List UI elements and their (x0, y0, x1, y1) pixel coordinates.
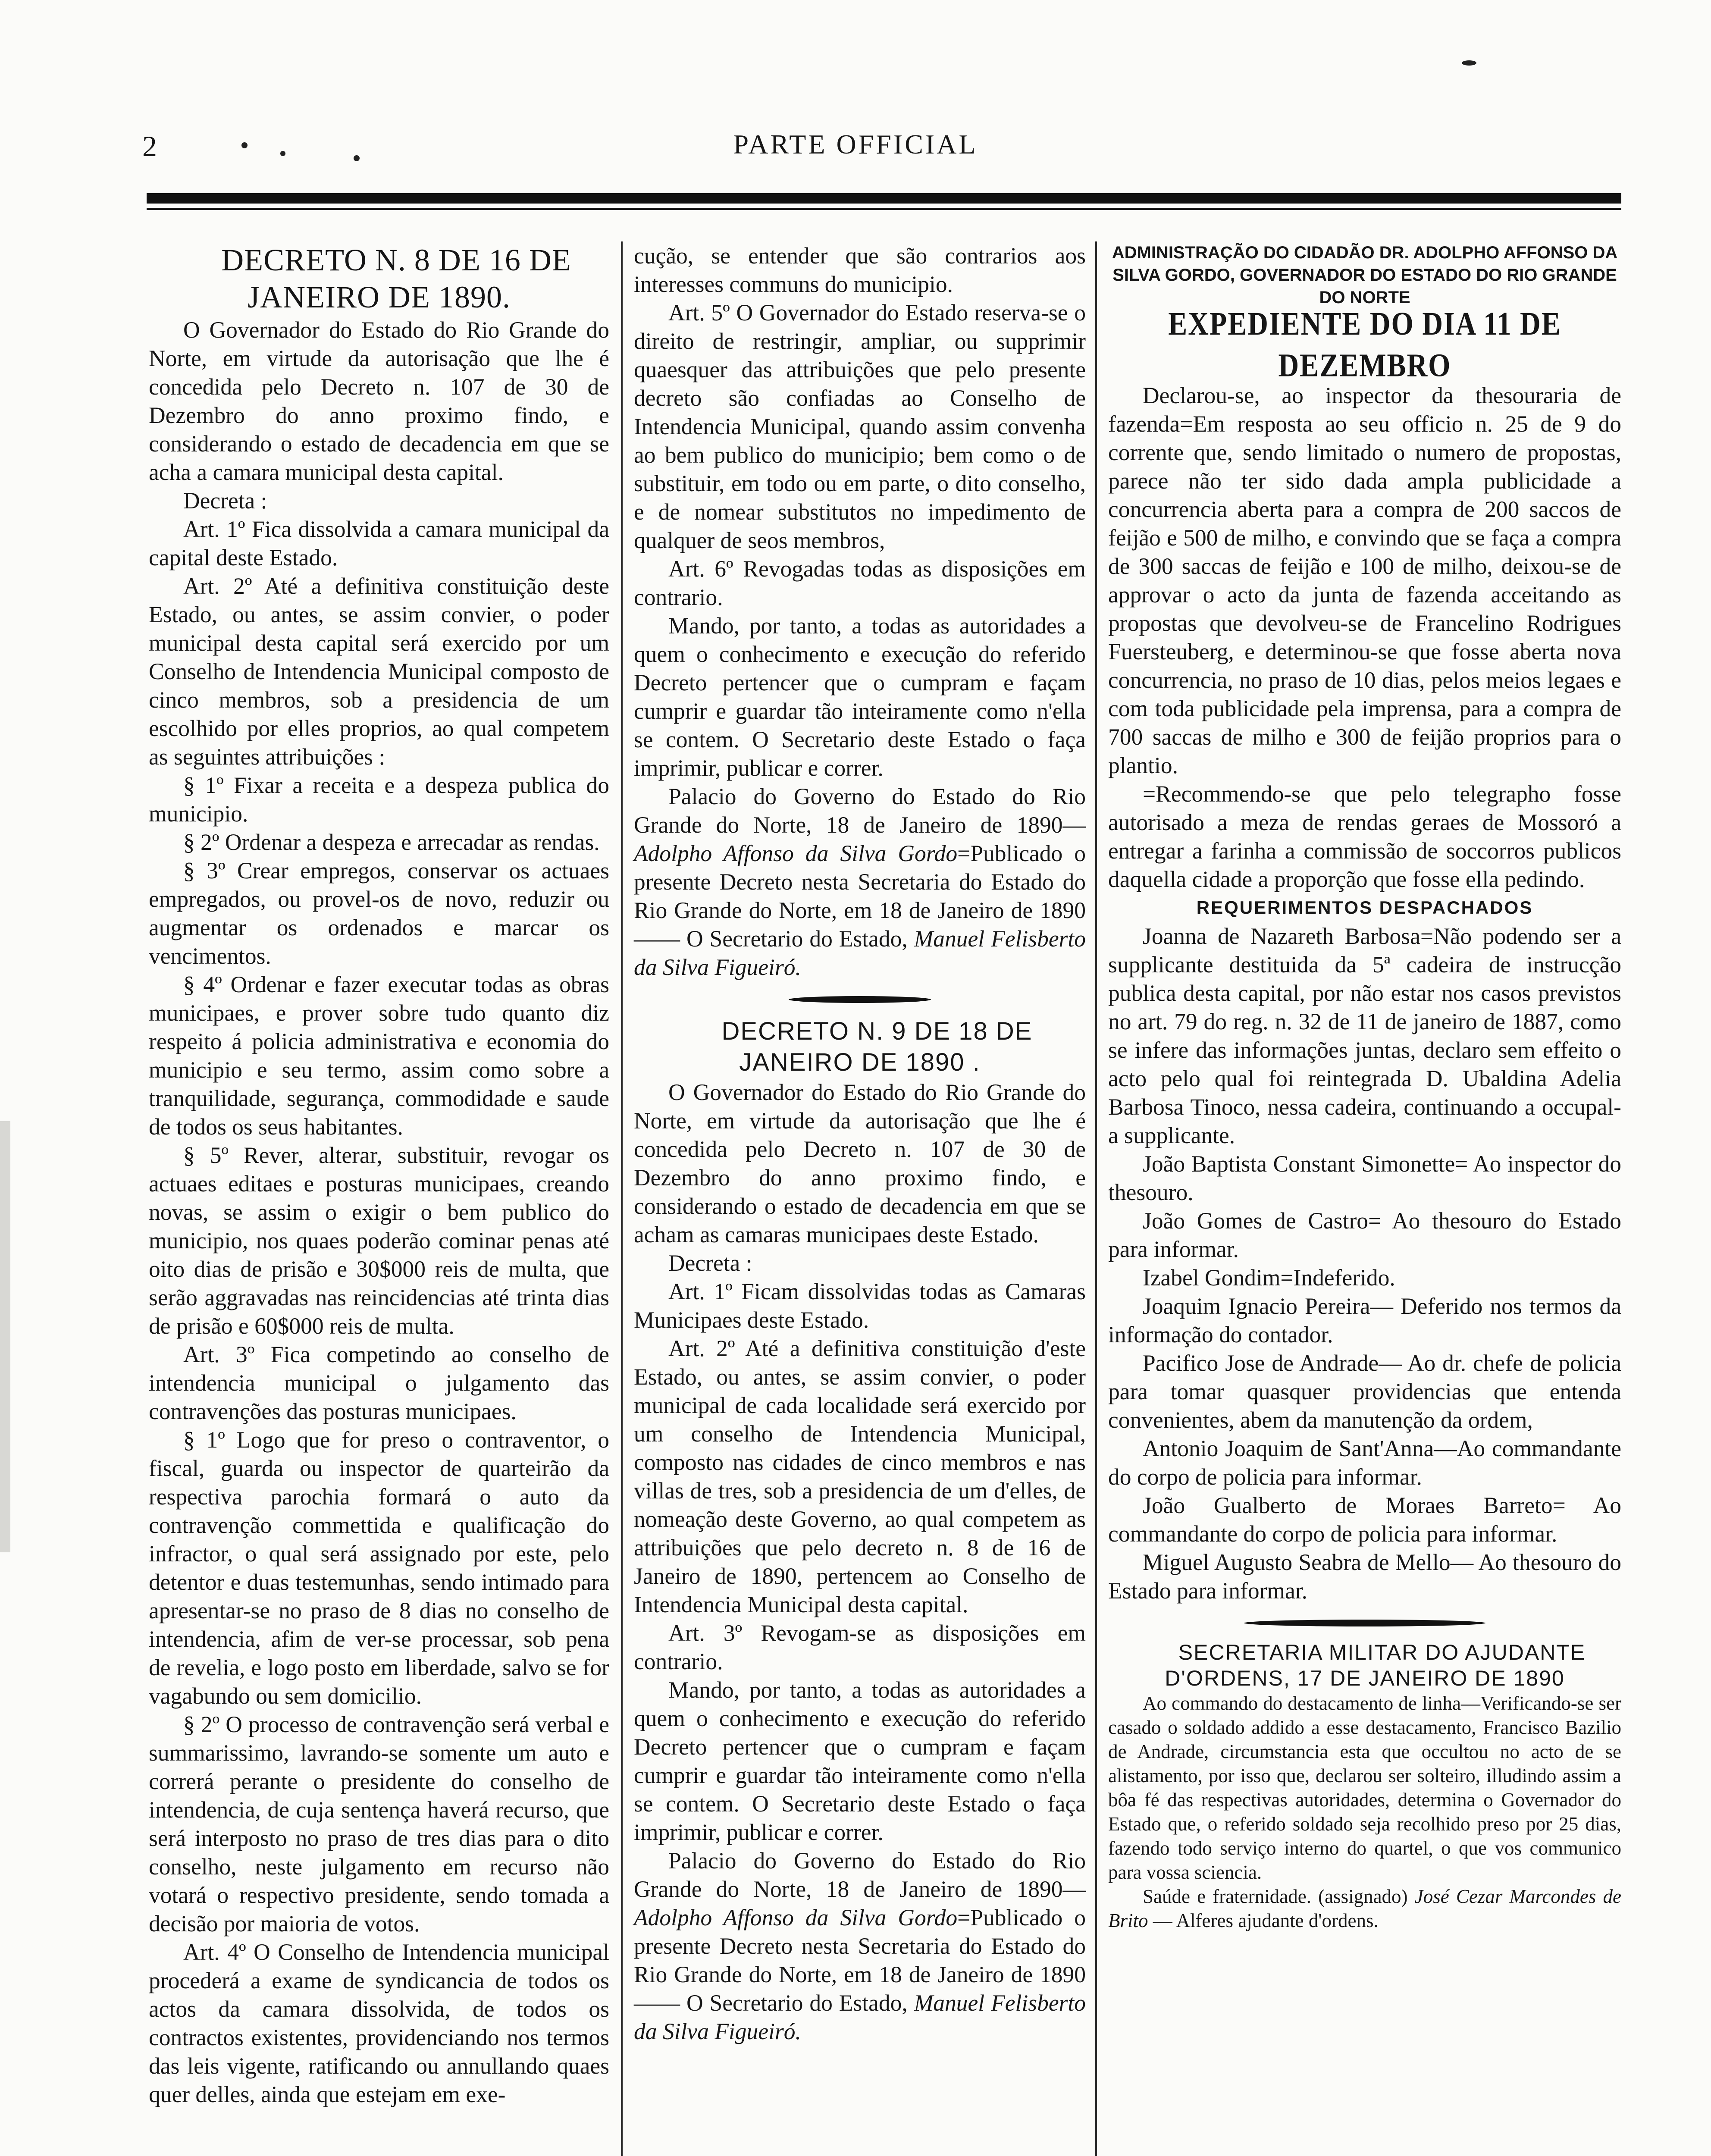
requerimentos-heading: REQUERIMENTOS DESPACHADOS (1196, 897, 1533, 918)
decree-8-paragraph-4: § 4º Ordenar e fazer executar todas as obras municipaes, e prover sobre tudo quanto diz respeito á policia administrativa e economia do municipio e seu termo, assim como sobre a tranquilidade, segurança, commodidade e saude de todos os seus habitantes. (149, 971, 609, 1140)
decree-9-title: DECRETO N. 9 DE 18 DE JANEIRO DE 1890 . (721, 1017, 1033, 1076)
column-2 (634, 241, 1086, 2046)
running-head: PARTE OFFICIAL (733, 129, 978, 160)
decree-9-signature: Palacio do Governo do Estado do Rio Grande do Norte, 18 de Janeiro de 1890—Adolpho Affonso da Silva Gordo=Publicado o presente Decreto nesta Secretaria do Estado do Rio Grande do Norte, em 18 de Janeiro de 1890—— O Secretario do Estado, Manuel Felisberto da Silva Figueiró. (634, 1848, 1086, 2044)
governor-signature: Adolpho Affonso da Silva Gordo (634, 1905, 958, 1930)
decree-9-preamble: O Governador do Estado do Rio Grande do Norte, em virtude da autorisação que lhe é concedida pelo Decreto n. 107 de 30 de Dezembro do anno proximo findo, e considerando o estado de decadencia em que se acham as camaras municipaes deste Estado. (634, 1079, 1086, 1247)
expediente-paragraph-1: Declarou-se, ao inspector da thesouraria de fazenda=Em resposta ao seu officio n. 25 de 9 do corrente que, sendo limitado o numero de propostas, parece não ter sido dada ampla publicidade a concurrencia aberta para a compra de 200 saccos de feijão e 500 de milho, e convindo que se faça a compra de 300 saccas de feijão e 100 de milho, deixou-se de approvar o acto da junta de fazenda acceitando as propostas que devolveu-se de Francelino Rodrigues Fuersteuberg, e determinou-se que fosse aberta nova concurrencia, no praso de 10 dias, pelos meios legaes e com toda publicidade pela imprensa, para a compra de 700 saccas de milho e 300 de feijão proprios para o plantio. (1108, 382, 1621, 778)
secretaria-militar-heading: SECRETARIA MILITAR DO AJUDANTE D'ORDENS, 17 DE JANEIRO DE 1890 (1165, 1640, 1586, 1690)
decree-9-art2: Art. 2º Até a definitiva constituição d'este Estado, ou antes, se assim convier, o poder municipal de cada localidade será exercido por um conselho de Intendencia Municipal, composto nas cidades de cinco membros e nas villas de tres, sob a presidencia de um d'elles, de nomeação deste Governo, ao qual competem as attribuições que pelo decreto n. 8 de 16 de Janeiro de 1890, pertencem ao Conselho de Intendencia Municipal desta capital. (634, 1335, 1086, 1617)
decree-8-paragraph-3: § 3º Crear empregos, conservar os actuaes empregados, ou provel-os de novo, reduzir ou augmentar os ordenados e marcar os vencimentos. (149, 858, 609, 969)
decree-8-art4: Art. 4º O Conselho de Intendencia municipal procederá a exame de syndicancia de todos os actos da camara dissolvida, de todos os contractos existentes, providenciando nos termos das leis vigente, ratificando ou annullando quaes quer delles, ainda que estejam em exe- (149, 1939, 609, 2107)
decree-8-paragraph-1: § 1º Fixar a receita e a despeza publica do municipio. (149, 772, 609, 827)
requerimento-7: Antonio Joaquim de Sant'Anna—Ao commandante do corpo de policia para informar. (1108, 1435, 1621, 1490)
secretaria-militar-signature: Saúde e fraternidade. (assignado) José Cezar Marcondes de Brito — Alferes ajudante d'ordens. (1108, 1886, 1621, 1931)
requerimento-4: Izabel Gondim=Indeferido. (1143, 1265, 1395, 1291)
decree-9-mando: Mando, por tanto, a todas as autoridades a quem o conhecimento e execução do referido Decreto pertencer que o cumpram e façam cumprir e guardar tão inteiramente como n'ella se contem. O Secretario deste Estado o faça imprimir, publicar e correr. (634, 1677, 1086, 1845)
column-1 (149, 241, 609, 2109)
decree-8-art4-continuation: cução, se entender que são contrarios aos interesses communs do municipio. (634, 243, 1086, 297)
decree-8-mando: Mando, por tanto, a todas as autoridades a quem o conhecimento e execução do referido Decreto pertencer que o cumpram e façam cumprir e guardar tão inteiramente como n'ella se contem. O Secretario deste Estado o faça imprimir, publicar e correr. (634, 613, 1086, 781)
decree-8-art1: Art. 1º Fica dissolvida a camara municipal da capital deste Estado. (149, 516, 609, 570)
governor-signature: Adolpho Affonso da Silva Gordo (634, 840, 958, 866)
decree-8-paragraph-5: § 5º Rever, alterar, substituir, revogar os actuaes editaes e posturas municipaes, creando novas, se assim o exigir o bem publico do municipio, nos quaes poderão cominar penas até oito dias de prisão e 30$000 reis de multa, que serão aggravadas nas reincidencias até trinta dias de prisão e 60$000 reis de multa. (149, 1142, 609, 1339)
secretary-signature: Manuel Felisberto da Silva Figueiró. (634, 1990, 1086, 2044)
expediente-paragraph-2: =Recommendo-se que pelo telegrapho fosse autorisado a meza de rendas geraes de Mossoró a entregar a farinha a commissão de soccorros publicos daquella cidade a proporção que fosse ella pedindo. (1108, 781, 1621, 892)
requerimento-8: João Gualberto de Moraes Barreto= Ao commandante do corpo de policia para informar. (1108, 1492, 1621, 1547)
scan-edge-shadow (0, 1121, 10, 1552)
requerimento-6: Pacifico Jose de Andrade— Ao dr. chefe de policia para tomar quasquer providencias que entenda convenientes, abem da manutenção da ordem, (1108, 1350, 1621, 1433)
column-separator (621, 241, 623, 2156)
decree-8-decreta: Decreta : (183, 488, 267, 514)
decree-9-art3: Art. 3º Revogam-se as disposições em contrario. (634, 1620, 1086, 1674)
decree-9-decreta: Decreta : (668, 1250, 752, 1276)
header-rule-thin (147, 208, 1621, 210)
header-rule (147, 193, 1621, 204)
decree-8-art5: Art. 5º O Governador do Estado reserva-se o direito de restringir, ampliar, ou supprimir quaesquer das attribuições que pelo presente decreto são confiadas ao Conselho de Intendencia Municipal, quando assim convenha ao bem publico do municipio; bem como o de substituir, em todo ou em parte, o dito conselho, e de nomear substitutos no impedimento de qualquer de seos membros, (634, 300, 1086, 553)
page-number: 2 (142, 130, 157, 163)
column-3 (1108, 241, 1621, 1933)
requerimento-5: Joaquim Ignacio Pereira— Deferido nos termos da informação do contador. (1108, 1293, 1621, 1348)
administration-heading: ADMINISTRAÇÃO DO CIDADÃO DR. ADOLPHO AFFONSO DA SILVA GORDO, GOVERNADOR DO ESTADO DO RIO GRANDE DO NORTE (1112, 243, 1618, 307)
secretary-signature: Manuel Felisberto da Silva Figueiró. (634, 926, 1086, 980)
requerimento-3: João Gomes de Castro= Ao thesouro do Estado para informar. (1108, 1208, 1621, 1262)
decree-8-signature: Palacio do Governo do Estado do Rio Grande do Norte, 18 de Janeiro de 1890—Adolpho Affonso da Silva Gordo=Publicado o presente Decreto nesta Secretaria do Estado do Rio Grande do Norte, em 18 de Janeiro de 1890—— O Secretario do Estado, Manuel Felisberto da Silva Figueiró. (634, 783, 1086, 980)
decree-8-art2: Art. 2º Até a definitiva constituição deste Estado, ou antes, se assim convier, o poder municipal desta capital será exercido por um Conselho de Intendencia Municipal composto de cinco membros, sob a presidencia de um escolhido por elles proprios, ao qual competem as seguintes attribuições : (149, 573, 609, 770)
decree-8-preamble: O Governador do Estado do Rio Grande do Norte, em virtude da autorisação que lhe é concedida pelo Decreto n. 107 de 30 de Dezembro do anno proximo findo, e considerando o estado de decadencia em que se acha a camara municipal desta capital. (149, 317, 609, 485)
decree-8-paragraph-2: § 2º Ordenar a despeza e arrecadar as rendas. (183, 829, 600, 855)
secretaria-militar-body: Ao commando do destacamento de linha—Verificando-se ser casado o soldado addido a esse destacamento, Francisco Bazilio de Andrade, circumstancia esta que occultou no acto de se alistamento, por isso que, declarou ser solteiro, illudindo assim a bôa fé das respectivas autoridades, determina o Governador do Estado que, o referido soldado seja recolhido preso por 25 dias, fazendo todo serviço interno do quartel, o que vos communico para vossa sciencia. (1108, 1692, 1621, 1883)
decree-8-title: DECRETO N. 8 DE 16 DE JANEIRO DE 1890. (221, 243, 571, 314)
section-divider (789, 996, 931, 1003)
ink-speck (1462, 60, 1476, 66)
decree-8-art3: Art. 3º Fica competindo ao conselho de intendencia municipal o julgamento das contravenções das posturas municipaes. (149, 1341, 609, 1424)
column-separator (1095, 241, 1097, 2156)
decree-9-art1: Art. 1º Ficam dissolvidas todas as Camaras Municipaes deste Estado. (634, 1279, 1086, 1333)
decree-8-art6: Art. 6º Revogadas todas as disposições em contrario. (634, 556, 1086, 610)
requerimento-9: Miguel Augusto Seabra de Mello— Ao thesouro do Estado para informar. (1108, 1549, 1621, 1604)
requerimento-1: Joanna de Nazareth Barbosa=Não podendo ser a supplicante destituida da 5ª cadeira de instrucção publica desta capital, por não estar nos casos previstos no art. 79 do reg. n. 32 de 11 de janeiro de 1887, como se infere das informações juntas, declaro sem effeito o acto pelo qual foi reintegrada D. Ubaldina Adelia Barbosa Tinoco, nessa cadeira, continuando a occupal-a supplicante. (1108, 923, 1621, 1148)
requerimento-2: João Baptista Constant Simonette= Ao inspector do thesouro. (1108, 1151, 1621, 1205)
decree-8-art3-paragraph-2: § 2º O processo de contravenção será verbal e summarissimo, lavrando-se somente um auto e correrá perante o presidente do conselho de intendencia, de cuja sentença haverá recurso, que será interposto no praso de tres dias para o dito conselho, neste julgamento em recurso não votará o respectivo presidente, sendo tomada a decisão por maioria de votos. (149, 1711, 609, 1937)
expediente-heading: EXPEDIENTE DO DIA 11 DE DEZEMBRO (1168, 306, 1561, 384)
decree-8-art3-paragraph-1: § 1º Logo que for preso o contraventor, o fiscal, guarda ou inspector de quarteirão da respectiva parochia formará o auto da contravenção commettida e qualificação do infractor, o qual será assignado por este, pelo detentor e duas testemunhas, sendo intimado para apresentar-se no praso de 8 dias no conselho de intendencia, afim de ver-se processar, sob pena de revelia, e logo posto em liberdade, salvo se for vagabundo ou sem domicilio. (149, 1427, 609, 1709)
section-divider (1244, 1620, 1485, 1626)
